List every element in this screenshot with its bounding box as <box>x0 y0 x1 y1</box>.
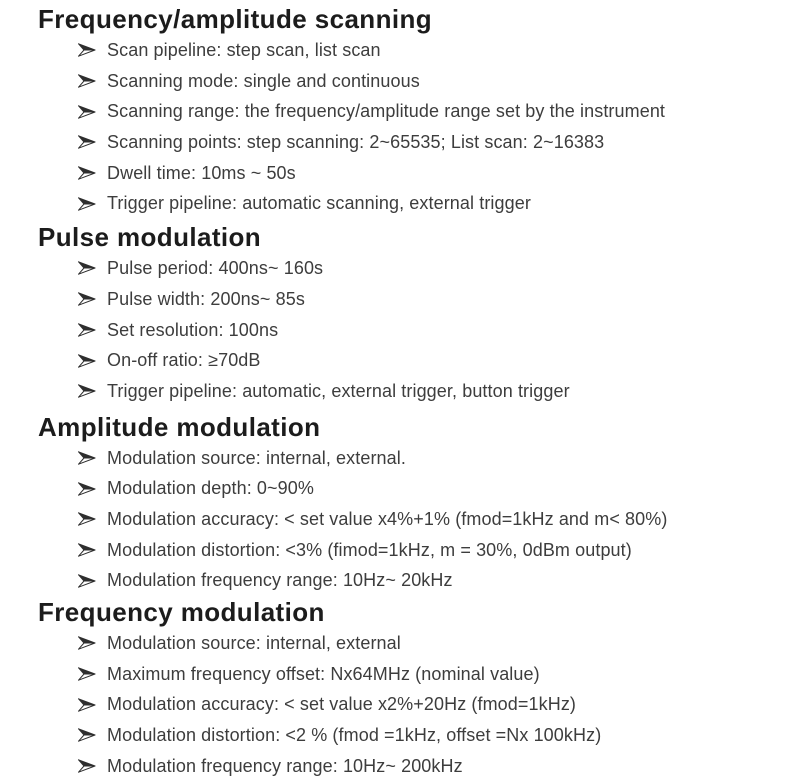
bullet-item-text: Modulation source: internal, external <box>107 633 401 653</box>
arrowhead-bullet-icon <box>78 105 96 119</box>
arrowhead-bullet-icon <box>78 43 96 57</box>
arrowhead-bullet-icon <box>78 574 96 588</box>
bullet-item <box>38 628 801 659</box>
bullet-item <box>38 689 801 720</box>
bullet-item <box>38 504 801 535</box>
bullet-item-text: Maximum frequency offset: Nx64MHz (nominal value) <box>107 663 540 684</box>
section-title: Pulse modulation <box>38 222 262 253</box>
bullet-item-text: Modulation source: internal, external. <box>107 447 406 468</box>
bullet-item <box>38 66 801 97</box>
bullet-item-text: Modulation accuracy: < set value x4%+1% (fmod=1kHz and m< 80%) <box>107 508 668 529</box>
arrowhead-bullet-icon <box>78 451 96 465</box>
bullet-list <box>38 253 801 406</box>
bullet-item-text: Modulation distortion: <3% (fimod=1kHz, m = 30%, 0dBm output) <box>107 539 632 560</box>
bullet-item <box>38 376 801 407</box>
bullet-item-text: Modulation accuracy: < set value x2%+20Hz (fmod=1kHz) <box>107 694 577 715</box>
spec-section <box>38 596 801 781</box>
bullet-item-text: Modulation distortion: <2 % (fmod =1kHz, offset =Nx 100kHz) <box>107 725 602 746</box>
bullet-item-text: Scan pipeline: step scan, list scan <box>107 40 381 60</box>
bullet-item <box>38 127 801 158</box>
bullet-item <box>38 96 801 127</box>
bullet-item <box>38 158 801 189</box>
bullet-item <box>38 565 801 596</box>
bullet-item-text: Modulation frequency range: 10Hz~ 20kHz <box>107 570 453 591</box>
bullet-item-text: Scanning range: the frequency/amplitude range set by the instrument <box>107 101 666 122</box>
bullet-item <box>38 473 801 504</box>
bullet-item <box>38 720 801 751</box>
arrowhead-bullet-icon <box>78 543 96 557</box>
bullet-item-text: Modulation frequency range: 10Hz~ 200kHz <box>107 755 463 776</box>
bullet-item-text: Trigger pipeline: automatic, external trigger, button trigger <box>107 380 570 401</box>
bullet-item-text: Scanning mode: single and continuous <box>107 70 420 91</box>
arrowhead-bullet-icon <box>78 482 96 496</box>
bullet-list <box>38 443 801 596</box>
arrowhead-bullet-icon <box>78 166 96 180</box>
arrowhead-bullet-icon <box>78 636 96 650</box>
bullet-list <box>38 35 801 219</box>
arrowhead-bullet-icon <box>78 74 96 88</box>
bullet-item-text: Modulation depth: 0~90% <box>107 478 314 499</box>
arrowhead-bullet-icon <box>78 292 96 306</box>
bullet-item-text: Pulse period: 400ns~ 160s <box>107 258 324 279</box>
section-title: Frequency modulation <box>38 597 325 627</box>
spec-section <box>38 3 801 219</box>
bullet-item-text: Dwell time: 10ms ~ 50s <box>107 162 296 183</box>
arrowhead-bullet-icon <box>78 384 96 398</box>
bullet-item <box>38 535 801 566</box>
bullet-item <box>38 345 801 376</box>
bullet-item <box>38 188 801 219</box>
spec-section <box>38 221 801 406</box>
bullet-item-text: On-off ratio: ≥70dB <box>107 350 261 371</box>
arrowhead-bullet-icon <box>78 728 96 742</box>
bullet-item-text: Trigger pipeline: automatic scanning, external trigger <box>107 193 531 214</box>
bullet-item <box>38 253 801 284</box>
spec-section <box>38 411 801 596</box>
bullet-item-text: Set resolution: 100ns <box>107 319 279 340</box>
bullet-item <box>38 284 801 315</box>
bullet-item-text: Pulse width: 200ns~ 85s <box>107 288 305 309</box>
section-title: Amplitude modulation <box>38 411 321 442</box>
bullet-item <box>38 751 801 781</box>
arrowhead-bullet-icon <box>78 698 96 712</box>
bullet-item <box>38 443 801 474</box>
bullet-item-text: Scanning points: step scanning: 2~65535; List scan: 2~16383 <box>107 132 605 153</box>
bullet-item <box>38 35 801 66</box>
bullet-item <box>38 315 801 346</box>
arrowhead-bullet-icon <box>78 354 96 368</box>
arrowhead-bullet-icon <box>78 759 96 773</box>
bullet-list <box>38 628 801 781</box>
arrowhead-bullet-icon <box>78 667 96 681</box>
section-title: Frequency/amplitude scanning <box>38 4 433 34</box>
arrowhead-bullet-icon <box>78 261 96 275</box>
arrowhead-bullet-icon <box>78 135 96 149</box>
arrowhead-bullet-icon <box>78 197 96 211</box>
bullet-item <box>38 659 801 690</box>
arrowhead-bullet-icon <box>78 323 96 337</box>
arrowhead-bullet-icon <box>78 512 96 526</box>
